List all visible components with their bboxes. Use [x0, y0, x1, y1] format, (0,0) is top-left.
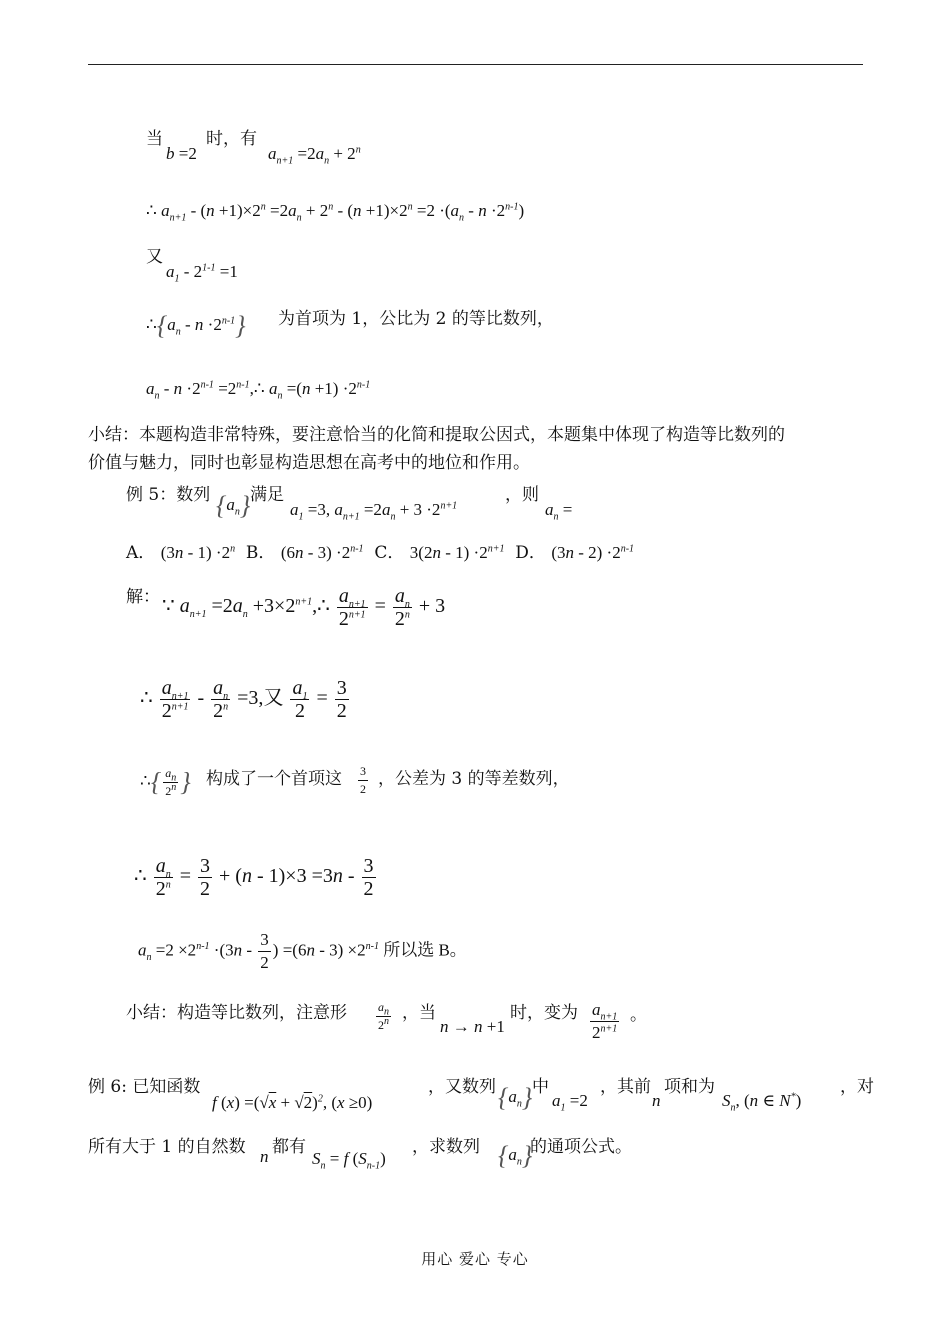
formula-n-var-2: n	[260, 1147, 269, 1166]
frac-three-halves: $\frac{3}{2}$	[360, 764, 366, 796]
text-line-1	[146, 128, 163, 150]
option-a-formula: $(3n - 1) \cdot 2^n$	[160, 543, 236, 562]
summary-1-line-2: 价值与魅力，同时也彰显构造思想在高考中的地位和作用。	[88, 453, 530, 473]
formula-seq-an-2: $\{a_n\}$	[498, 1083, 533, 1113]
formula-a1-eq-2: $a_1 =2$	[552, 1091, 588, 1114]
summary-2-frac: $\frac{a_n}{2^n}$	[378, 1000, 389, 1032]
solution-label: 解：	[126, 587, 160, 607]
text-arith-desc: 构成了一个首项这	[206, 769, 342, 789]
formula-solution-1: ∵ $a_{n+1} =2a_n$ $+3\times 2^{n+1},\therefore$ $\frac{a_{n+1}}{2^{n+1}}$ = $\frac{a_n}{2^n}$ + 3	[162, 585, 446, 630]
formula-derivation-1: ∴ $a_{n+1} - (n +1)\times 2^n =2a_n + 2^n - (n +1)\times 2^n =2 \cdot(a_n - n \cdot 2^{n-1})$	[146, 201, 525, 224]
page-footer: 用心 爱心 专心	[421, 1250, 529, 1268]
option-d-formula: $(3n - 2) \cdot 2^{n-1}$	[551, 543, 635, 562]
text-arith-desc-2: ，公差为 3 的等差数列，	[378, 769, 570, 789]
formula-a1: $a_1 - 2^{1-1} =1$	[166, 262, 238, 285]
ex6-line-2b: 都有	[272, 1137, 306, 1157]
formula-geometric-seq: $\therefore\{a_n - n \cdot 2^{n-1}\}$	[146, 311, 246, 341]
summary-1-line-1: 小结：本题构造非常特殊，要注意恰当的化简和提取公因式，本题集中体现了构造等比数列的	[88, 425, 785, 445]
text-sum-is: 项和为	[664, 1077, 715, 1097]
text-geometric-desc: 为首项为 1，公比为 2 的等比数列，	[278, 309, 554, 329]
option-c-formula: $3(2n - 1) \cdot 2^{n+1}$	[409, 543, 505, 562]
text-when: 当	[146, 129, 163, 149]
formula-seq-an: $\{a_n\}$	[216, 491, 251, 521]
text-in: 中	[532, 1077, 549, 1097]
formula-b-eq-2: b =2	[166, 144, 197, 163]
formula-solution-2: ∴ $\frac{a_{n+1}}{2^{n+1}}$ - $\frac{a_n}{2^n}$ =3,又 $\frac{a_1}{2}$ = $\frac{3}{2}$	[140, 677, 347, 722]
formula-solution-4: $a_n =2 \times 2^{n-1} \cdot(3n$ - $\frac{3}{2}$ ) $=(6n - 3) \times 2^{n-1}$ 所以选 B。	[138, 930, 467, 972]
summary-2-when: ，当	[402, 1003, 436, 1023]
formula-n-var: n	[652, 1091, 661, 1110]
formula-sn-domain: $S_n$, (n ∈ N*)	[722, 1091, 802, 1114]
text-satisfies: 满足	[250, 485, 284, 505]
summary-2-frac-2: $\frac{a_{n+1}}{2^{n+1}}$	[592, 1000, 618, 1042]
formula-n-to-n1: n → n +1	[440, 1017, 505, 1036]
text-for: ，对	[840, 1077, 874, 1097]
formula-an-eq: $a_n$ =	[545, 500, 573, 523]
formula-f-of-x: f $(x) =(√x + √2)^2$, (x ≥0)	[212, 1093, 373, 1112]
summary-2-becomes: 时，变为	[510, 1003, 578, 1023]
formula-result-1: $a_n - n \cdot 2^{n-1}$ $=2^{n-1},\therefore$ $a_n =(n +1) \cdot 2^{n-1}$	[146, 379, 371, 402]
example-5-label: 例 5：数列	[126, 485, 211, 505]
formula-seq-an-3: $\{a_n\}$	[498, 1141, 533, 1171]
option-d-label: D．	[515, 543, 546, 563]
formula-solution-3: ∴ $\frac{a_n}{2^n}$ = $\frac{3}{2}$ + (n - 1)×3 =3n - $\frac{3}{2}$	[134, 855, 374, 900]
formula-arith-seq: ∴{ $\frac{a_n}{2^n}$ }	[140, 766, 191, 798]
ex6-line-2a: 所有大于 1 的自然数	[88, 1137, 246, 1157]
ex6-line-2c: ，求数列	[412, 1137, 480, 1157]
summary-2-end: 。	[630, 1005, 647, 1025]
formula-recurrence: $a_{n+1} =2a_n + 2^n$	[268, 144, 361, 167]
option-c-label: C．	[374, 543, 405, 563]
summary-2-text: 小结：构造等比数列，注意形	[126, 1003, 347, 1023]
option-b-formula: $(6n - 3) \cdot 2^{n-1}$	[280, 543, 364, 562]
text-then-have: 时，有	[206, 129, 257, 149]
option-a-label: A．	[126, 543, 156, 563]
text-its-first: ，其前	[600, 1077, 651, 1097]
example-6-label: 例 6: 已知函数	[88, 1077, 201, 1097]
text-also-1: 又	[146, 247, 163, 267]
options-line	[126, 542, 634, 564]
ex6-line-2d: 的通项公式。	[530, 1137, 632, 1157]
option-b-label: B．	[245, 543, 276, 563]
formula-ex5-condition: $a_1 =3$, $a_{n+1} =2a_n + 3 \cdot 2^{n+1}$	[290, 500, 458, 523]
text-then: ，则	[505, 485, 539, 505]
text-and-seq: ，又数列	[428, 1077, 496, 1097]
formula-sn-recurrence: $S_n = f$ $(S_{n-1})$	[312, 1149, 386, 1172]
header-rule	[88, 64, 863, 65]
